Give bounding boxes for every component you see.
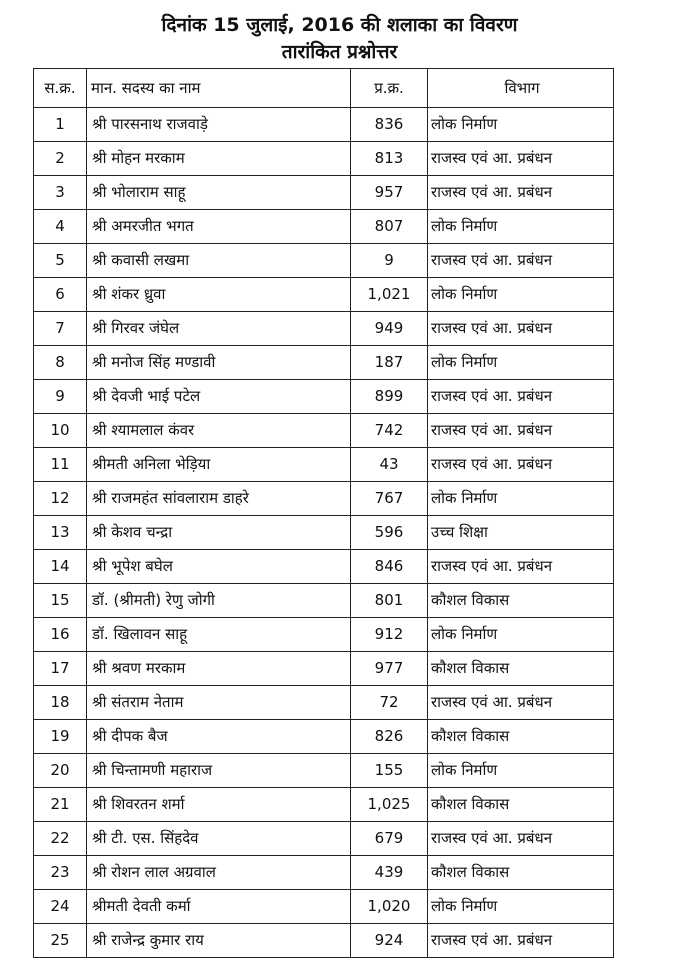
- question-number-cell: 72: [351, 686, 428, 720]
- department-cell: कौशल विकास: [428, 720, 614, 754]
- department-cell: राजस्व एवं आ. प्रबंधन: [428, 176, 614, 210]
- department-cell: राजस्व एवं आ. प्रबंधन: [428, 448, 614, 482]
- question-number-cell: 813: [351, 142, 428, 176]
- table-row: [34, 584, 614, 618]
- serial-number-cell: 8: [34, 346, 87, 380]
- serial-number-cell: 14: [34, 550, 87, 584]
- question-number-cell: 801: [351, 584, 428, 618]
- question-number-cell: 912: [351, 618, 428, 652]
- member-name-cell: श्री कवासी लखमा: [87, 244, 351, 278]
- member-name-cell: श्री श्रवण मरकाम: [87, 652, 351, 686]
- member-name-cell: श्री केशव चन्द्रा: [87, 516, 351, 550]
- member-name-cell: श्री शिवरतन शर्मा: [87, 788, 351, 822]
- question-number-cell: 596: [351, 516, 428, 550]
- member-name-cell: श्री गिरवर जंघेल: [87, 312, 351, 346]
- serial-number-cell: 1: [34, 108, 87, 142]
- member-name-cell: श्रीमती अनिला भेड़िया: [87, 448, 351, 482]
- member-name-cell: श्री भोलाराम साहू: [87, 176, 351, 210]
- question-number-cell: 9: [351, 244, 428, 278]
- question-number-cell: 977: [351, 652, 428, 686]
- table-row: [34, 890, 614, 924]
- question-number-cell: 807: [351, 210, 428, 244]
- department-cell: लोक निर्माण: [428, 482, 614, 516]
- member-name-cell: श्री संतराम नेताम: [87, 686, 351, 720]
- serial-number-cell: 10: [34, 414, 87, 448]
- serial-number-cell: 21: [34, 788, 87, 822]
- member-name-cell: श्री रोशन लाल अग्रवाल: [87, 856, 351, 890]
- table-row: [34, 618, 614, 652]
- department-cell: राजस्व एवं आ. प्रबंधन: [428, 414, 614, 448]
- department-cell: कौशल विकास: [428, 788, 614, 822]
- member-name-cell: डॉ. खिलावन साहू: [87, 618, 351, 652]
- column-header-department: विभाग: [428, 69, 614, 108]
- serial-number-cell: 5: [34, 244, 87, 278]
- department-cell: राजस्व एवं आ. प्रबंधन: [428, 550, 614, 584]
- table-row: [34, 414, 614, 448]
- column-header-question-number: प्र.क्र.: [351, 69, 428, 108]
- member-name-cell: श्री मोहन मरकाम: [87, 142, 351, 176]
- serial-number-cell: 7: [34, 312, 87, 346]
- question-number-cell: 1,020: [351, 890, 428, 924]
- question-number-cell: 155: [351, 754, 428, 788]
- table-row: [34, 856, 614, 890]
- department-cell: कौशल विकास: [428, 856, 614, 890]
- questions-table: [33, 68, 614, 958]
- department-cell: लोक निर्माण: [428, 754, 614, 788]
- question-number-cell: 1,025: [351, 788, 428, 822]
- department-cell: उच्च शिक्षा: [428, 516, 614, 550]
- member-name-cell: श्री टी. एस. सिंहदेव: [87, 822, 351, 856]
- serial-number-cell: 25: [34, 924, 87, 958]
- serial-number-cell: 13: [34, 516, 87, 550]
- serial-number-cell: 12: [34, 482, 87, 516]
- serial-number-cell: 2: [34, 142, 87, 176]
- serial-number-cell: 15: [34, 584, 87, 618]
- table-row: [34, 686, 614, 720]
- question-number-cell: 767: [351, 482, 428, 516]
- serial-number-cell: 18: [34, 686, 87, 720]
- member-name-cell: श्री अमरजीत भगत: [87, 210, 351, 244]
- department-cell: राजस्व एवं आ. प्रबंधन: [428, 142, 614, 176]
- page-subtitle: तारांकित प्रश्नोत्तर: [281, 41, 398, 63]
- table-row: [34, 652, 614, 686]
- serial-number-cell: 20: [34, 754, 87, 788]
- department-cell: कौशल विकास: [428, 652, 614, 686]
- table-row: [34, 448, 614, 482]
- member-name-cell: श्री देवजी भाई पटेल: [87, 380, 351, 414]
- member-name-cell: श्री पारसनाथ राजवाड़े: [87, 108, 351, 142]
- serial-number-cell: 17: [34, 652, 87, 686]
- question-number-cell: 836: [351, 108, 428, 142]
- department-cell: लोक निर्माण: [428, 210, 614, 244]
- department-cell: कौशल विकास: [428, 584, 614, 618]
- table-row: [34, 176, 614, 210]
- table-row: [34, 788, 614, 822]
- table-row: [34, 108, 614, 142]
- member-name-cell: श्री भूपेश बघेल: [87, 550, 351, 584]
- table-row: [34, 720, 614, 754]
- question-number-cell: 957: [351, 176, 428, 210]
- serial-number-cell: 22: [34, 822, 87, 856]
- serial-number-cell: 11: [34, 448, 87, 482]
- member-name-cell: श्री चिन्तामणी महाराज: [87, 754, 351, 788]
- question-number-cell: 1,021: [351, 278, 428, 312]
- question-number-cell: 43: [351, 448, 428, 482]
- question-number-cell: 924: [351, 924, 428, 958]
- question-number-cell: 187: [351, 346, 428, 380]
- table-row: [34, 210, 614, 244]
- department-cell: लोक निर्माण: [428, 618, 614, 652]
- member-name-cell: श्री मनोज सिंह मण्डावी: [87, 346, 351, 380]
- member-name-cell: श्री राजमहंत सांवलाराम डाहरे: [87, 482, 351, 516]
- question-number-cell: 949: [351, 312, 428, 346]
- department-cell: लोक निर्माण: [428, 890, 614, 924]
- member-name-cell: श्री श्यामलाल कंवर: [87, 414, 351, 448]
- serial-number-cell: 23: [34, 856, 87, 890]
- question-number-cell: 439: [351, 856, 428, 890]
- table-row: [34, 142, 614, 176]
- member-name-cell: श्रीमती देवती कर्मा: [87, 890, 351, 924]
- member-name-cell: श्री शंकर ध्रुवा: [87, 278, 351, 312]
- member-name-cell: श्री राजेन्द्र कुमार राय: [87, 924, 351, 958]
- serial-number-cell: 3: [34, 176, 87, 210]
- department-cell: राजस्व एवं आ. प्रबंधन: [428, 244, 614, 278]
- question-number-cell: 826: [351, 720, 428, 754]
- serial-number-cell: 19: [34, 720, 87, 754]
- department-cell: लोक निर्माण: [428, 108, 614, 142]
- table-row: [34, 924, 614, 958]
- serial-number-cell: 9: [34, 380, 87, 414]
- department-cell: राजस्व एवं आ. प्रबंधन: [428, 924, 614, 958]
- serial-number-cell: 4: [34, 210, 87, 244]
- table-row: [34, 754, 614, 788]
- member-name-cell: श्री दीपक बैज: [87, 720, 351, 754]
- table-row: [34, 278, 614, 312]
- question-number-cell: 846: [351, 550, 428, 584]
- question-number-cell: 679: [351, 822, 428, 856]
- table-row: [34, 822, 614, 856]
- department-cell: राजस्व एवं आ. प्रबंधन: [428, 380, 614, 414]
- page-title: दिनांक 15 जुलाई, 2016 की शलाका का विवरण: [161, 14, 518, 36]
- department-cell: लोक निर्माण: [428, 278, 614, 312]
- table-row: [34, 516, 614, 550]
- serial-number-cell: 16: [34, 618, 87, 652]
- department-cell: राजस्व एवं आ. प्रबंधन: [428, 312, 614, 346]
- column-header-serial: स.क्र.: [34, 69, 87, 108]
- table-header-row: [34, 69, 614, 108]
- table-row: [34, 312, 614, 346]
- column-header-member-name: मान. सदस्य का नाम: [87, 69, 351, 108]
- table-row: [34, 482, 614, 516]
- department-cell: राजस्व एवं आ. प्रबंधन: [428, 822, 614, 856]
- table-row: [34, 380, 614, 414]
- serial-number-cell: 24: [34, 890, 87, 924]
- department-cell: राजस्व एवं आ. प्रबंधन: [428, 686, 614, 720]
- serial-number-cell: 6: [34, 278, 87, 312]
- table-row: [34, 244, 614, 278]
- table-row: [34, 346, 614, 380]
- table-row: [34, 550, 614, 584]
- question-number-cell: 742: [351, 414, 428, 448]
- member-name-cell: डॉ. (श्रीमती) रेणु जोगी: [87, 584, 351, 618]
- question-number-cell: 899: [351, 380, 428, 414]
- department-cell: लोक निर्माण: [428, 346, 614, 380]
